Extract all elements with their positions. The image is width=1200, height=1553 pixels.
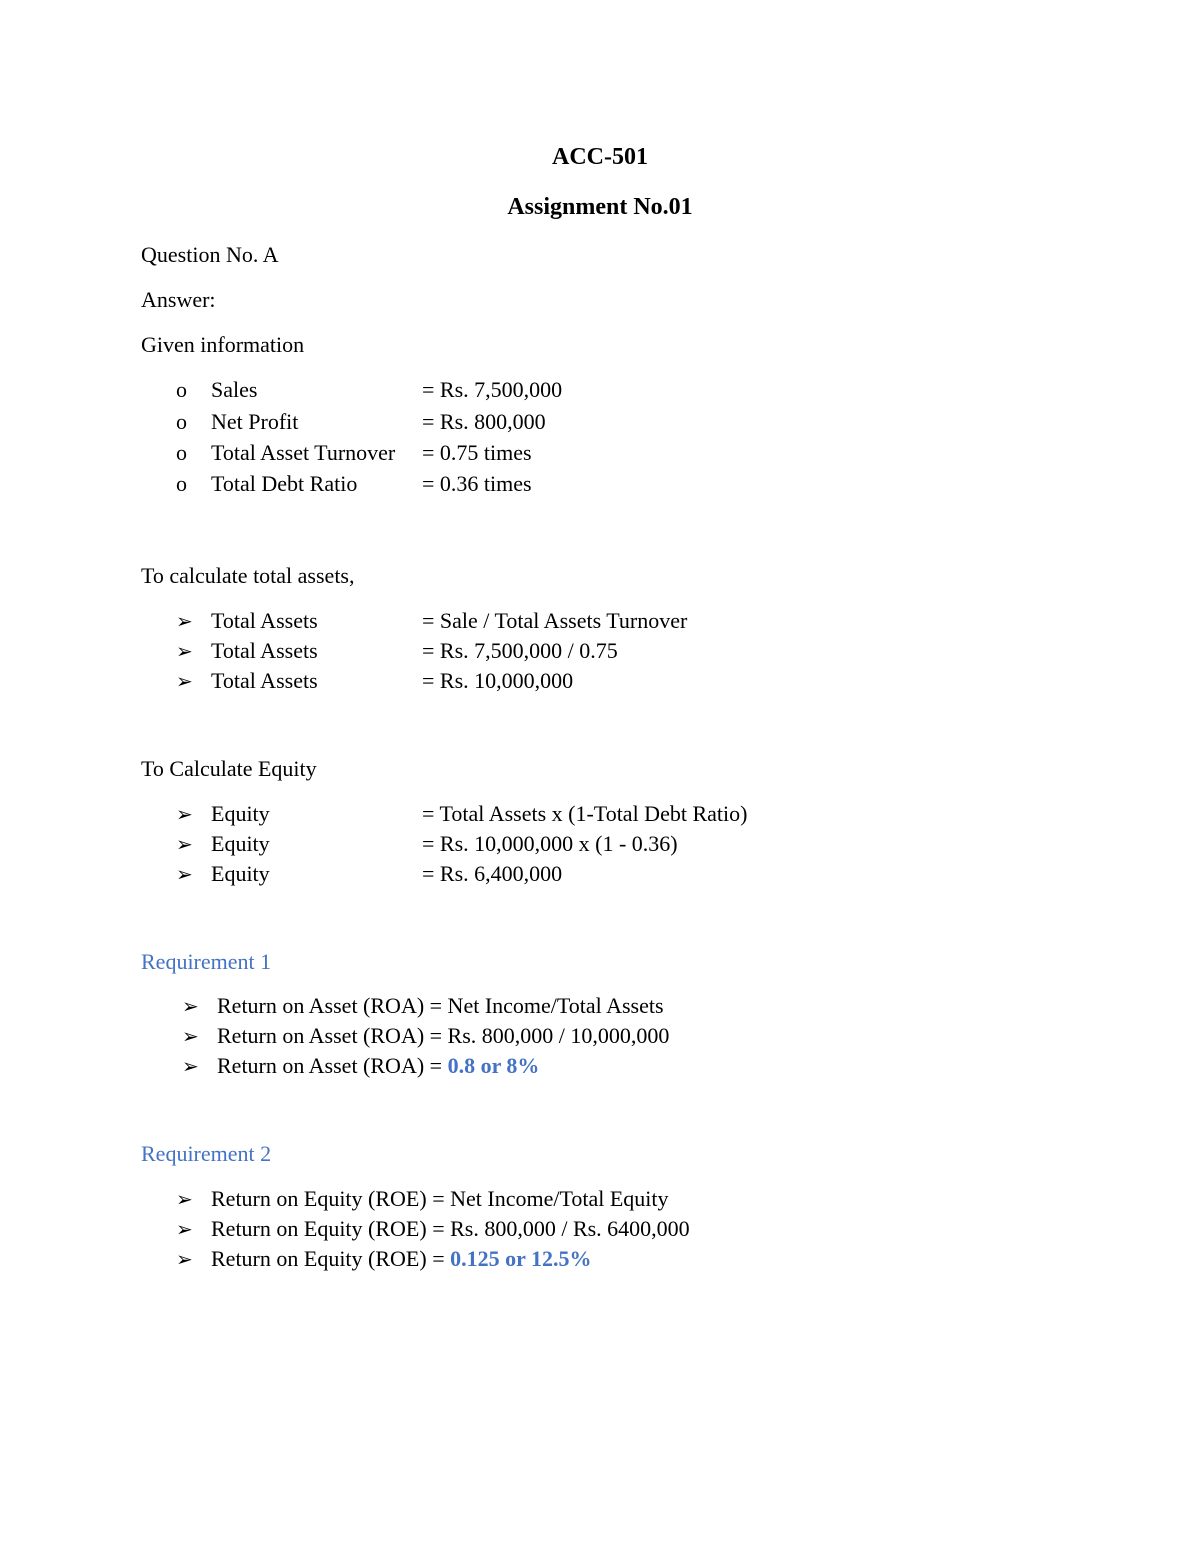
- arrow-bullet-icon: ➢: [182, 1024, 199, 1048]
- calc-value: = Rs. 7,500,000 / 0.75: [422, 638, 618, 663]
- formula-text: Return on Equity (ROE) = Net Income/Total Equity: [211, 1186, 669, 1211]
- arrow-bullet-icon: ➢: [176, 669, 193, 693]
- arrow-bullet-icon: ➢: [176, 1217, 193, 1241]
- formula-text: Return on Asset (ROA) = Net Income/Total Assets: [217, 993, 664, 1018]
- given-heading: Given information: [141, 332, 305, 357]
- arrow-bullet-icon: ➢: [176, 862, 193, 886]
- arrow-bullet-icon: ➢: [182, 994, 199, 1018]
- calc-label: Total Assets: [211, 608, 318, 633]
- total-assets-heading: To calculate total assets,: [141, 563, 355, 588]
- given-label: Total Debt Ratio: [211, 471, 358, 496]
- arrow-bullet-icon: ➢: [182, 1054, 199, 1078]
- arrow-bullet-icon: ➢: [176, 1187, 193, 1211]
- roa-result: 0.8 or 8%: [447, 1053, 540, 1078]
- given-label: Net Profit: [211, 409, 299, 434]
- given-value: = 0.75 times: [422, 440, 532, 465]
- formula-text: Return on Asset (ROA) =: [217, 1053, 448, 1078]
- calc-value: = Total Assets x (1-Total Debt Ratio): [422, 801, 748, 826]
- requirement-2-heading: Requirement 2: [141, 1141, 272, 1166]
- formula-line: [211, 1244, 591, 1274]
- arrow-bullet-icon: ➢: [176, 609, 193, 633]
- calc-value: = Rs. 10,000,000: [422, 668, 574, 693]
- calc-label: Total Assets: [211, 668, 318, 693]
- circle-bullet-icon: o: [176, 440, 187, 465]
- equity-heading: To Calculate Equity: [141, 756, 317, 781]
- calc-label: Total Assets: [211, 638, 318, 663]
- calc-value: = Sale / Total Assets Turnover: [422, 608, 688, 633]
- arrow-bullet-icon: ➢: [176, 1247, 193, 1271]
- given-label: Sales: [211, 377, 258, 402]
- assignment-title: Assignment No.01: [507, 194, 693, 220]
- circle-bullet-icon: o: [176, 377, 187, 402]
- given-value: = 0.36 times: [422, 471, 532, 496]
- calc-label: Equity: [211, 861, 270, 886]
- circle-bullet-icon: o: [176, 409, 187, 434]
- arrow-bullet-icon: ➢: [176, 802, 193, 826]
- circle-bullet-icon: o: [176, 471, 187, 496]
- calc-value: = Rs. 10,000,000 x (1 - 0.36): [422, 831, 678, 856]
- question-label: Question No. A: [141, 242, 279, 267]
- requirement-1-heading: Requirement 1: [141, 949, 272, 974]
- given-value: = Rs. 7,500,000: [422, 377, 563, 402]
- formula-text: Return on Asset (ROA) = Rs. 800,000 / 10,000,000: [217, 1023, 670, 1048]
- course-title: ACC-501: [552, 144, 648, 170]
- arrow-bullet-icon: ➢: [176, 639, 193, 663]
- roe-result: 0.125 or 12.5%: [450, 1246, 592, 1271]
- given-value: = Rs. 800,000: [422, 409, 546, 434]
- calc-value: = Rs. 6,400,000: [422, 861, 563, 886]
- formula-text: Return on Equity (ROE) =: [211, 1246, 451, 1271]
- formula-line: [217, 1051, 539, 1081]
- calc-label: Equity: [211, 801, 270, 826]
- formula-text: Return on Equity (ROE) = Rs. 800,000 / Rs. 6400,000: [211, 1216, 690, 1241]
- arrow-bullet-icon: ➢: [176, 832, 193, 856]
- calc-label: Equity: [211, 831, 270, 856]
- given-label: Total Asset Turnover: [211, 440, 396, 465]
- answer-label: Answer:: [141, 287, 216, 312]
